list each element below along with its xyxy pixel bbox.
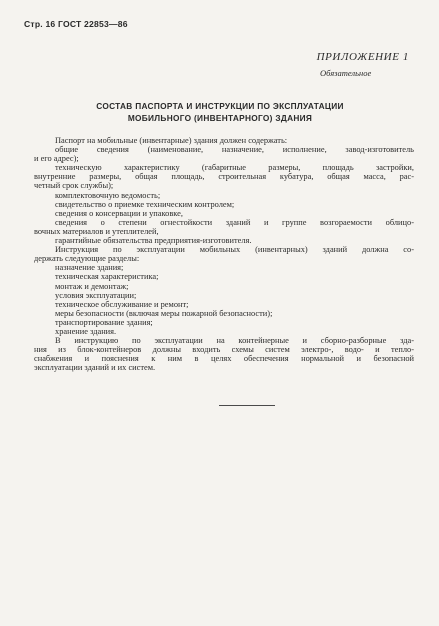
body-line: Инструкция по эксплуатации мобильных (инвентарных) зданий должна со- bbox=[55, 245, 414, 255]
page-header: Стр. 16 ГОСТ 22853—86 bbox=[24, 19, 128, 29]
body-line: и его адрес); bbox=[34, 154, 79, 164]
body-line: четный срок службы); bbox=[34, 181, 114, 191]
appendix-status: Обязательное bbox=[320, 68, 372, 78]
body-line: техническое обслуживание и ремонт; bbox=[55, 299, 189, 309]
body-line: общие сведения (наименование, назначение, исполнение, завод-изготовитель bbox=[55, 145, 414, 155]
body-line: держать следующие разделы: bbox=[34, 254, 140, 264]
section-title-line-2: МОБИЛЬНОГО (ИНВЕНТАРНОГО) ЗДАНИЯ bbox=[127, 113, 313, 123]
document-body bbox=[34, 136, 414, 372]
body-line: свидетельство о приемке техническим контролем; bbox=[55, 199, 235, 209]
body-line: ния из блок-контейнеров должны входить схемы систем электро-, водо- и тепло- bbox=[34, 345, 414, 355]
body-line: сведения о консервации и упаковке, bbox=[55, 208, 183, 218]
section-divider bbox=[219, 405, 275, 406]
body-line: эксплуатации зданий и их систем. bbox=[34, 363, 156, 373]
body-line: внутренние размеры, общая площадь, строительная кубатура, общая масса, рас- bbox=[34, 172, 414, 182]
body-line: монтаж и демонтаж; bbox=[55, 281, 129, 291]
body-line: гарантийные обязательства предприятия-изготовителя. bbox=[55, 236, 252, 246]
body-line: хранение здания. bbox=[55, 326, 117, 336]
section-title-line-1: СОСТАВ ПАСПОРТА И ИНСТРУКЦИИ ПО ЭКСПЛУАТАЦИИ bbox=[96, 101, 344, 111]
body-line: меры безопасности (включая меры пожарной безопасности); bbox=[55, 308, 273, 318]
body-line: комплектовочную ведомость; bbox=[55, 190, 161, 200]
appendix-title: ПРИЛОЖЕНИЕ 1 bbox=[316, 51, 409, 63]
body-line: Паспорт на мобильные (инвентарные) здания должен содержать: bbox=[55, 136, 288, 145]
body-line: назначение здания; bbox=[55, 263, 124, 273]
body-line: техническая характеристика; bbox=[55, 272, 159, 282]
body-line: В инструкцию по эксплуатации на контейнерные и сборно-разборные зда- bbox=[55, 336, 414, 346]
body-line: условия эксплуатации; bbox=[55, 290, 137, 300]
body-line: сведения о степени огнестойкости зданий и группе возгораемости облицо- bbox=[55, 217, 414, 227]
body-line: техническую характеристику (габаритные размеры, площадь застройки, bbox=[55, 163, 414, 173]
body-line: снабжения и пояснения к ним в целях обеспечения нормальной и безопасной bbox=[34, 354, 414, 364]
body-line: вочных материалов и утеплителей, bbox=[34, 226, 159, 236]
body-line: транспортирование здания; bbox=[55, 317, 153, 327]
